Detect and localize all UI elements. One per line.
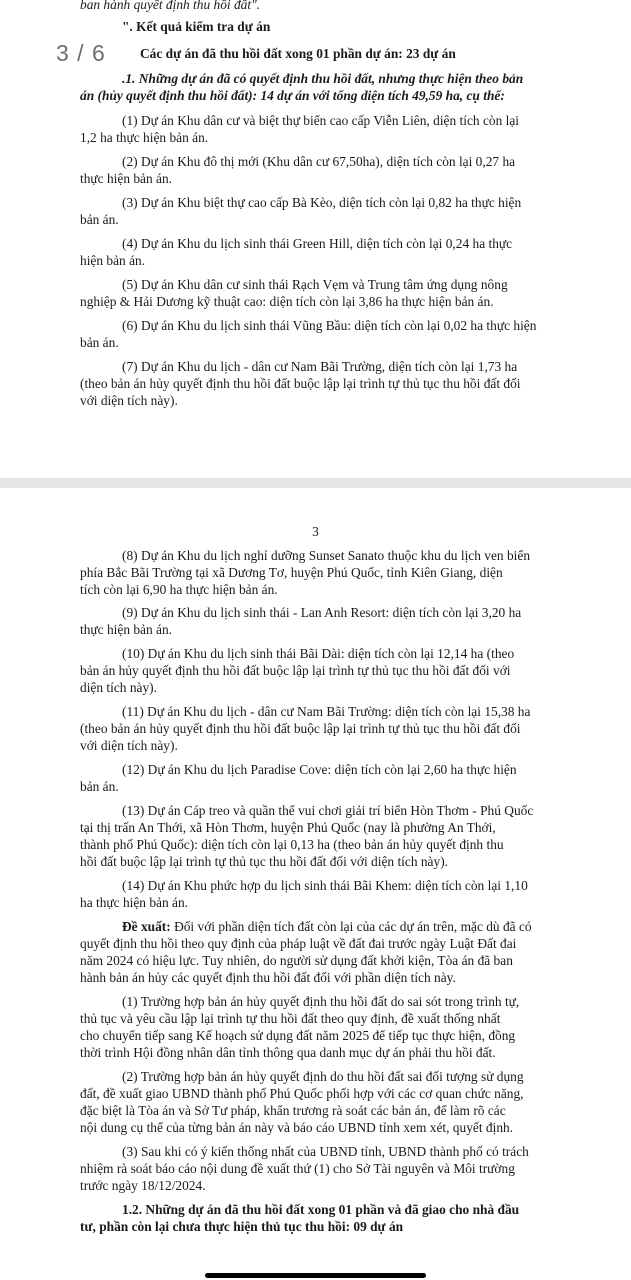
text-line: thành phố Phú Quốc): diện tích còn lại 0,13 ha (theo bản án hủy quyết định thu: [80, 837, 504, 852]
text-line: (8) Dự án Khu du lịch nghỉ dưỡng Sunset Sanato thuộc khu du lịch ven biển: [122, 548, 531, 563]
text-line: (3) Dự án Khu biệt thự cao cấp Bà Kèo, diện tích còn lại 0,82 ha thực hiện: [122, 195, 522, 210]
text-line: 1,2 ha thực hiện bản án.: [80, 130, 209, 145]
text-line: (12) Dự án Khu du lịch Paradise Cove: diện tích còn lại 2,60 ha thực hiện: [122, 762, 517, 777]
text-line: nghiệp & Hải Dương kỹ thuật cao: diện tích còn lại 3,86 ha thực hiện bản án.: [80, 294, 494, 309]
home-indicator[interactable]: [205, 1273, 426, 1278]
text-line: ban hành quyết định thu hồi đất".: [80, 0, 261, 12]
text-line: thủ tục và yêu cầu lập lại trình tự thu hồi đất theo quy định, đề xuất thống nhất: [80, 1011, 501, 1026]
text-line: đặc biệt là Tòa án và Sở Tư pháp, khẩn trương rà soát các bản án, để làm rõ các: [80, 1103, 506, 1118]
section-heading: ". Kết quả kiểm tra dự án: [122, 19, 271, 34]
text-line: hành bản án hủy các quyết định thu hồi đất đối với phần diện tích này.: [80, 970, 456, 985]
text-line: bản án.: [80, 335, 119, 350]
text-line: (10) Dự án Khu du lịch sinh thái Bãi Dài: diện tích còn lại 12,14 ha (theo: [122, 646, 515, 661]
text-line: thời trình Hội đồng nhân dân tỉnh thông qua danh mục dự án phải thu hồi đất.: [80, 1045, 496, 1060]
page-counter: 3 / 6: [54, 40, 112, 67]
text-line: (3) Sau khi có ý kiến thống nhất của UBND tỉnh, UBND thành phố có trách: [122, 1144, 529, 1159]
text-line: quyết định thu hồi theo quy định của pháp luật về đất đai trước ngày Luật Đất đai: [80, 936, 517, 951]
text-line: với diện tích này).: [80, 393, 178, 408]
text-line: bản án hủy quyết định thu hồi đất buộc lập lại trình tự thủ tục thu hồi đất đối với: [80, 663, 511, 678]
text-line: (theo bản án hủy quyết định thu hồi đất buộc lập lại trình tự thủ tục thu hồi đất đối: [80, 721, 521, 736]
proposal-text: Đối với phần diện tích đất còn lại của các dự án trên, mặc dù đã có: [170, 919, 532, 934]
text-line: tại thị trấn An Thới, xã Hòn Thơm, huyện Phú Quốc (nay là phường An Thới,: [80, 820, 496, 835]
subsection-heading: án (hủy quyết định thu hồi đất): 14 dự án với tổng diện tích 49,59 ha, cụ thể:: [80, 88, 505, 103]
text-line: (5) Dự án Khu dân cư sinh thái Rạch Vẹm và Trung tâm ứng dụng nông: [122, 277, 508, 292]
text-line: (6) Dự án Khu du lịch sinh thái Vũng Bầu: diện tích còn lại 0,02 ha thực hiện: [122, 318, 537, 333]
text-line: (7) Dự án Khu du lịch - dân cư Nam Bãi Trường, diện tích còn lại 1,73 ha: [122, 359, 518, 374]
proposal-label: Đề xuất:: [122, 919, 171, 934]
text-line: (1) Trường hợp bản án hủy quyết định thu hồi đất do sai sót trong trình tự,: [122, 994, 520, 1009]
subsection-heading: .1. Những dự án đã có quyết định thu hồi đất, nhưng thực hiện theo bản: [122, 71, 524, 86]
text-line: năm 2024 có hiệu lực. Tuy nhiên, do người sử dụng đất khởi kiện, Tòa án đã ban: [80, 953, 513, 968]
text-line: ha thực hiện bản án.: [80, 895, 189, 910]
text-line: trước ngày 18/12/2024.: [80, 1178, 206, 1193]
text-line: nhiệm rà soát báo cáo nội dung đề xuất thứ (1) cho Sở Tài nguyên và Môi trường: [80, 1161, 515, 1176]
text-line: thực hiện bản án.: [80, 622, 173, 637]
text-line: (2) Dự án Khu đô thị mới (Khu dân cư 67,50ha), diện tích còn lại 0,27 ha: [122, 154, 516, 169]
page-separator: [0, 478, 631, 488]
section-heading: Các dự án đã thu hồi đất xong 01 phần dự án: 23 dự án: [140, 46, 456, 61]
text-line: (4) Dự án Khu du lịch sinh thái Green Hill, diện tích còn lại 0,24 ha thực: [122, 236, 513, 251]
text-line: (theo bản án hủy quyết định thu hồi đất buộc lập lại trình tự thủ tục thu hồi đất đối: [80, 376, 521, 391]
text-line: hồi đất buộc lập lại trình tự thủ tục thu hồi đất đối với diện tích này).: [80, 854, 449, 869]
text-line: (9) Dự án Khu du lịch sinh thái - Lan Anh Resort: diện tích còn lại 3,20 ha: [122, 605, 522, 620]
text-line: hiện bản án.: [80, 253, 146, 268]
text-line: (11) Dự án Khu du lịch - dân cư Nam Bãi Trường: diện tích còn lại 15,38 ha: [122, 704, 531, 719]
text-line: bản án.: [80, 779, 119, 794]
document-page-top: [0, 0, 631, 478]
text-line: cho chuyển tiếp sang Kế hoạch sử dụng đất năm 2025 để tiếp tục thực hiện, đồng: [80, 1028, 516, 1043]
document-page-bottom: [0, 488, 631, 1245]
text-line: với diện tích này).: [80, 738, 178, 753]
text-line: thực hiện bản án.: [80, 171, 173, 186]
proposal-line: [122, 919, 532, 935]
text-line: (1) Dự án Khu dân cư và biệt thự biển cao cấp Viễn Liên, diện tích còn lại: [122, 113, 520, 128]
text-line: (2) Trường hợp bản án hủy quyết định do thu hồi đất sai đối tượng sử dụng: [122, 1069, 524, 1084]
section-heading: tư, phần còn lại chưa thực hiện thủ tục thu hồi: 09 dự án: [80, 1219, 404, 1234]
text-line: (14) Dự án Khu phức hợp du lịch sinh thái Bãi Khem: diện tích còn lại 1,10: [122, 878, 528, 893]
text-line: diện tích này).: [80, 680, 157, 695]
page-number: 3: [312, 524, 319, 539]
text-line: nội dung cụ thể của từng bản án này và báo cáo UBND tỉnh xem xét, quyết định.: [80, 1120, 514, 1135]
text-line: đất, đề xuất giao UBND thành phố Phú Quốc phối hợp với các cơ quan chức năng,: [80, 1086, 524, 1101]
text-line: tích còn lại 6,90 ha thực hiện bản án.: [80, 582, 278, 597]
text-line: bản án.: [80, 212, 119, 227]
section-heading: 1.2. Những dự án đã thu hồi đất xong 01 phần và đã giao cho nhà đầu: [122, 1202, 520, 1217]
text-line: phía Bắc Bãi Trường tại xã Dương Tơ, huyện Phú Quốc, tỉnh Kiên Giang, diện: [80, 565, 503, 580]
text-line: (13) Dự án Cáp treo và quần thể vui chơi giải trí biển Hòn Thơm - Phú Quốc: [122, 803, 534, 818]
